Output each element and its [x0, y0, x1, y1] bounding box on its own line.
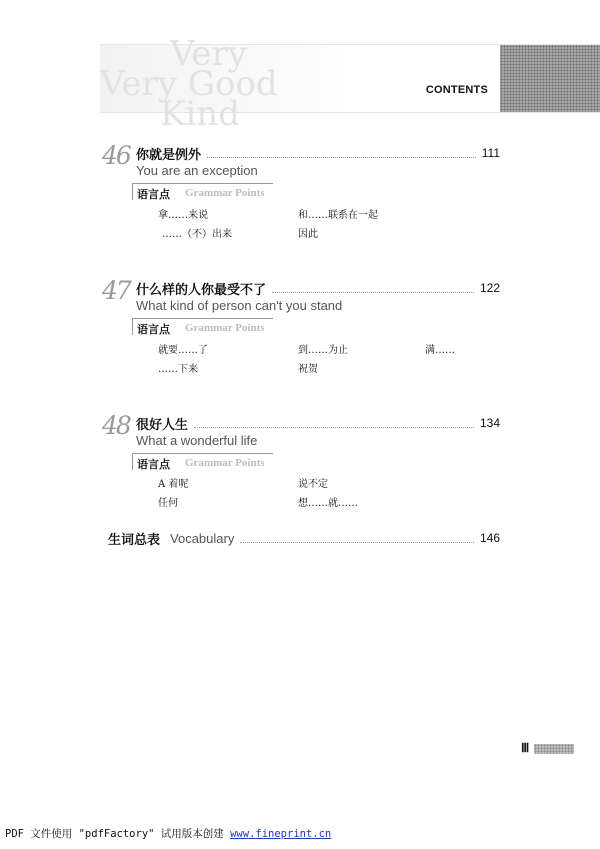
grammar-points-label — [132, 183, 273, 200]
grammar-point: 拿……来说 — [158, 210, 208, 221]
vocabulary-entry[interactable] — [108, 529, 500, 547]
dot-leader — [207, 149, 476, 158]
lesson-number: 46 — [102, 141, 130, 170]
grammar-point: ……下来 — [158, 364, 198, 375]
lesson-46[interactable] — [100, 143, 500, 243]
grammar-label-en: Grammar Points — [185, 187, 265, 199]
lesson-title-en: What a wonderful life — [136, 433, 258, 448]
header-texture-block — [500, 45, 600, 112]
page-number[interactable]: 146 — [479, 531, 500, 545]
watermark-line-3: Kind — [160, 94, 240, 134]
grammar-points-label — [132, 318, 273, 335]
lesson-48[interactable] — [100, 413, 500, 513]
page-number[interactable]: 122 — [479, 281, 500, 295]
grammar-point: 就要……了 — [158, 345, 208, 356]
header-watermark — [100, 34, 278, 134]
lesson-title-en: You are an exception — [136, 163, 258, 178]
lesson-title-row[interactable] — [136, 413, 500, 433]
vocabulary-title-zh[interactable]: 生词总表 — [108, 532, 161, 548]
lesson-title-zh[interactable]: 很好人生 — [136, 417, 189, 433]
lesson-title-row[interactable] — [136, 143, 500, 163]
grammar-point: 说不定 — [298, 479, 328, 490]
dot-leader — [240, 534, 474, 543]
grammar-points-label — [132, 453, 273, 470]
grammar-label-zh: 语言点 — [137, 323, 170, 336]
dot-leader — [272, 284, 474, 293]
header-banner — [100, 34, 600, 134]
grammar-label-zh: 语言点 — [137, 458, 170, 471]
lesson-number: 47 — [102, 276, 130, 305]
pdf-creator-note — [5, 826, 331, 841]
grammar-point: 满…… — [425, 345, 455, 356]
vocabulary-title-en: Vocabulary — [170, 530, 235, 546]
fineprint-link[interactable]: www.fineprint.cn — [230, 828, 332, 840]
grammar-label-en: Grammar Points — [185, 457, 265, 469]
grammar-point: 和……联系在一起 — [298, 210, 378, 221]
contents-heading: CONTENTS — [425, 84, 488, 96]
grammar-label-en: Grammar Points — [185, 322, 265, 334]
page-number[interactable]: 134 — [479, 416, 500, 430]
grammar-point: 因此 — [298, 229, 318, 240]
page-number[interactable]: 111 — [481, 146, 500, 160]
page-marker: Ⅲ — [521, 741, 530, 755]
grammar-point: 想……就…… — [298, 498, 358, 509]
dot-leader — [194, 419, 474, 428]
footer-texture-bar — [534, 744, 574, 754]
watermark-line-2: Very Good — [100, 64, 278, 104]
lesson-number: 48 — [102, 411, 130, 440]
grammar-point: 到……为止 — [298, 345, 348, 356]
lesson-title-en: What kind of person can't you stand — [136, 298, 343, 313]
grammar-point: A 着呢 — [158, 479, 189, 490]
watermark-line-1: Very — [170, 34, 248, 74]
lesson-title-row[interactable] — [136, 278, 500, 298]
lesson-47[interactable] — [100, 278, 500, 378]
lesson-title-zh[interactable]: 什么样的人你最受不了 — [136, 282, 267, 298]
lesson-title-zh[interactable]: 你就是例外 — [136, 147, 202, 163]
grammar-point: ……（不）出来 — [162, 229, 232, 240]
grammar-label-zh: 语言点 — [137, 188, 170, 201]
grammar-point: 祝贺 — [298, 364, 318, 375]
pdf-note-text: PDF 文件使用 "pdfFactory" 试用版本创建 — [5, 828, 231, 840]
grammar-point: 任何 — [158, 498, 178, 509]
